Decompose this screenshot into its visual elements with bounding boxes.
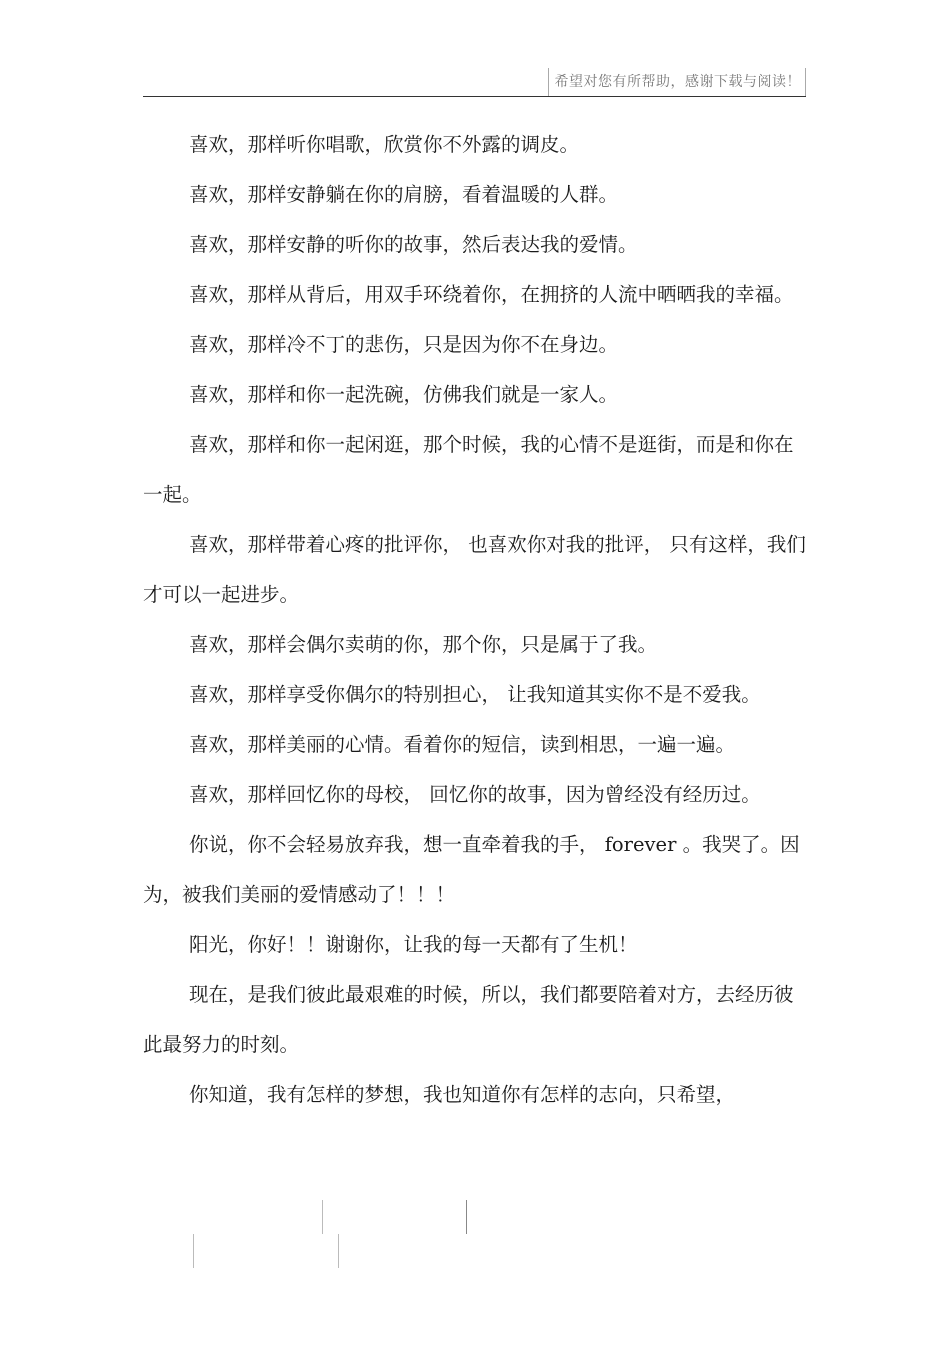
header-note: 希望对您有所帮助，感谢下载与阅读！ <box>548 68 807 96</box>
scan-artifact-line <box>466 1200 467 1234</box>
paragraph: 你说，你不会轻易放弃我，想一直牵着我的手， forever 。我哭了。因为，被我们美丽的爱情感动了！！！ <box>143 833 800 906</box>
paragraph: 喜欢，那样从背后，用双手环绕着你，在拥挤的人流中晒晒我的幸福。 <box>189 283 794 306</box>
paragraph: 阳光，你好！！谢谢你，让我的每一天都有了生机！ <box>189 933 638 956</box>
scan-artifact-line <box>193 1234 194 1268</box>
paragraph: 现在，是我们彼此最艰难的时候，所以，我们都要陪着对方，去经历彼此最努力的时刻。 <box>143 983 794 1056</box>
paragraph: 喜欢，那样听你唱歌，欣赏你不外露的调皮。 <box>189 133 580 156</box>
paragraph: 喜欢，那样和你一起洗碗，仿佛我们就是一家人。 <box>189 383 619 406</box>
paragraph: 喜欢，那样会偶尔卖萌的你，那个你，只是属于了我。 <box>189 633 658 656</box>
paragraph: 喜欢，那样冷不丁的悲伤，只是因为你不在身边。 <box>189 333 619 356</box>
paragraph: 你知道，我有怎样的梦想，我也知道你有怎样的志向，只希望， <box>189 1083 736 1106</box>
scan-artifact-line <box>338 1234 339 1268</box>
paragraph: 喜欢，那样带着心疼的批评你， 也喜欢你对我的批评， 只有这样，我们才可以一起进步。 <box>143 533 806 606</box>
scan-artifact-line <box>322 1200 323 1234</box>
paragraph: 喜欢，那样享受你偶尔的特别担心， 让我知道其实你不是不爱我。 <box>189 683 761 706</box>
page-header <box>143 68 806 97</box>
paragraph: 喜欢，那样安静躺在你的肩膀，看着温暖的人群。 <box>189 183 619 206</box>
paragraph: 喜欢，那样回忆你的母校， 回忆你的故事，因为曾经没有经历过。 <box>189 783 761 806</box>
paragraph: 喜欢，那样安静的听你的故事，然后表达我的爱情。 <box>189 233 638 256</box>
paragraph: 喜欢，那样和你一起闲逛，那个时候，我的心情不是逛街，而是和你在一起。 <box>143 433 794 506</box>
header-rule <box>143 96 806 97</box>
paragraph: 喜欢，那样美丽的心情。看着你的短信，读到相思，一遍一遍。 <box>189 733 736 756</box>
body-text <box>143 120 808 1120</box>
